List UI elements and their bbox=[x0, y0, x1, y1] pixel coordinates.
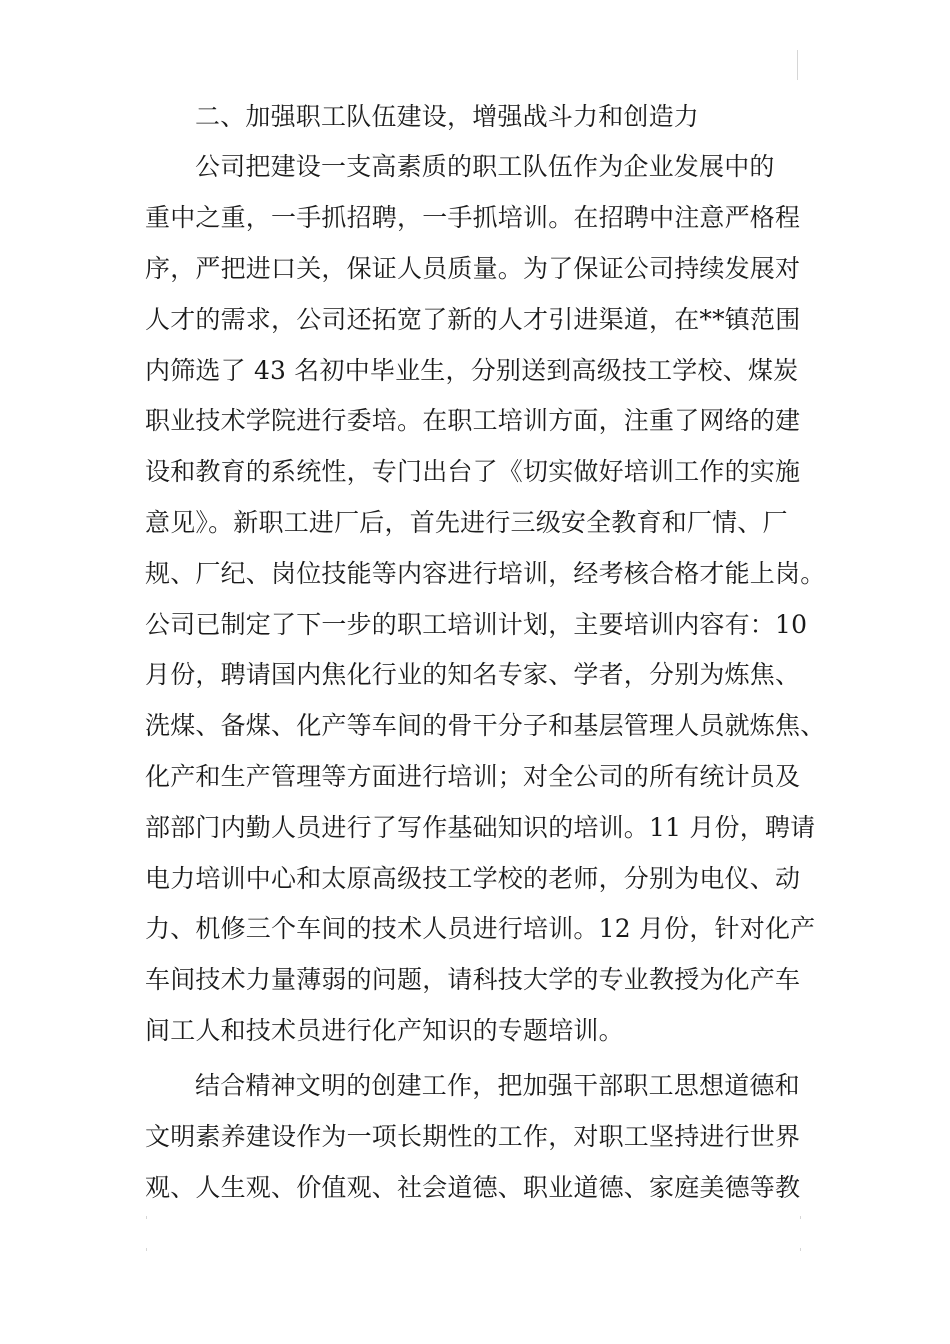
paragraph-line: 文明素养建设作为一项长期性的工作，对职工坚持进行世界 bbox=[145, 1122, 801, 1151]
corner-mark-bottom-right-2 bbox=[800, 1248, 801, 1251]
corner-mark-bottom-right bbox=[800, 1216, 801, 1219]
paragraph-line: 人才的需求，公司还拓宽了新的人才引进渠道，在**镇范围 bbox=[145, 305, 801, 334]
paragraph-line: 结合精神文明的创建工作，把加强干部职工思想道德和 bbox=[195, 1071, 800, 1100]
paragraph-line: 化产和生产管理等方面进行培训；对全公司的所有统计员及 bbox=[145, 762, 801, 791]
corner-mark-bottom-left-2 bbox=[146, 1248, 147, 1251]
corner-mark-bottom-left bbox=[146, 1216, 147, 1219]
paragraph-line: 意见》。新职工进厂后，首先进行三级安全教育和厂情、厂 bbox=[145, 508, 788, 537]
paragraph-line: 观、人生观、价值观、社会道德、职业道德、家庭美德等教 bbox=[145, 1173, 801, 1202]
section-heading: 二、加强职工队伍建设，增强战斗力和创造力 bbox=[195, 102, 700, 131]
paragraph-line: 职业技术学院进行委培。在职工培训方面，注重了网络的建 bbox=[145, 406, 801, 435]
paragraph-line: 公司把建设一支高素质的职工队伍作为企业发展中的 bbox=[195, 152, 775, 181]
paragraph-line: 重中之重，一手抓招聘，一手抓培训。在招聘中注意严格程 bbox=[145, 203, 801, 232]
paragraph-line: 洗煤、备煤、化产等车间的骨干分子和基层管理人员就炼焦、 bbox=[145, 711, 825, 740]
paragraph-line: 部部门内勤人员进行了写作基础知识的培训。11 月份，聘请 bbox=[145, 813, 816, 842]
paragraph-line: 间工人和技术员进行化产知识的专题培训。 bbox=[145, 1016, 624, 1045]
paragraph-line: 设和教育的系统性，专门出台了《切实做好培训工作的实施 bbox=[145, 457, 801, 486]
paragraph-line: 公司已制定了下一步的职工培训计划，主要培训内容有：10 bbox=[145, 610, 808, 639]
paragraph-line: 内筛选了 43 名初中毕业生，分别送到高级技工学校、煤炭 bbox=[145, 356, 799, 385]
paragraph-line: 月份，聘请国内焦化行业的知名专家、学者，分别为炼焦、 bbox=[145, 660, 801, 689]
paragraph-line: 车间技术力量薄弱的问题，请科技大学的专业教授为化产车 bbox=[145, 965, 801, 994]
paragraph-line: 规、厂纪、岗位技能等内容进行培训，经考核合格才能上岗。 bbox=[145, 559, 825, 588]
paragraph-line: 力、机修三个车间的技术人员进行培训。12 月份，针对化产 bbox=[145, 914, 816, 943]
paragraph-line: 序，严把进口关，保证人员质量。为了保证公司持续发展对 bbox=[145, 254, 801, 283]
paragraph-line: 电力培训中心和太原高级技工学校的老师，分别为电仪、动 bbox=[145, 864, 801, 893]
corner-mark-top-right bbox=[797, 50, 798, 80]
